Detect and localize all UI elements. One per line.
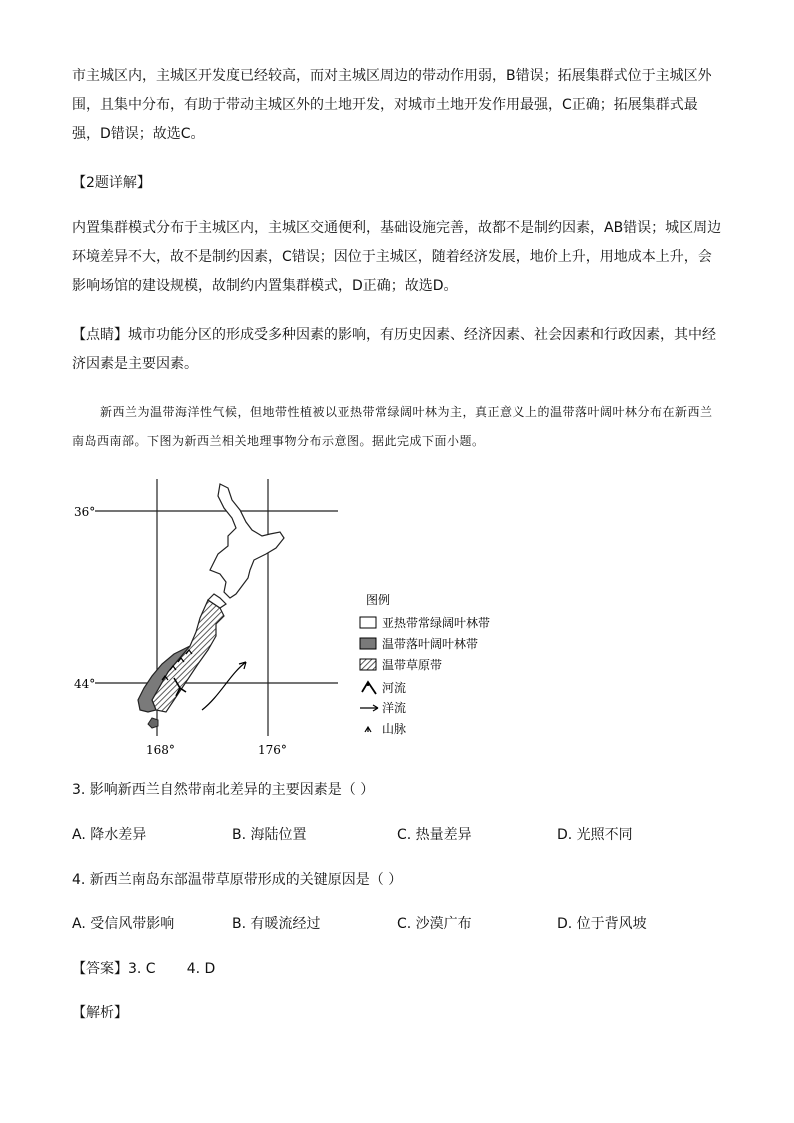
lon-label-176: 176°: [258, 743, 287, 757]
answer-line: [72, 955, 724, 984]
legend-item-current: 洋流: [382, 701, 407, 715]
legend-item-grassland: 温带草原带: [382, 658, 443, 672]
map-legend: [360, 592, 490, 736]
q3-option-a[interactable]: A. 降水差异: [72, 827, 147, 843]
q3-option-d[interactable]: D. 光照不同: [557, 827, 633, 843]
paragraph-2-explanation: 内置集群模式分布于主城区内，主城区交通便利，基础设施完善，故都不是制约因素，AB错误；城区周边环境差异不大，故不是制约因素，C错误；因位于主城区，随着经济发展，地价上升，用地成本上升，会影响场馆的建设规模，故制约内置集群模式，D正确；故选D。: [72, 220, 722, 294]
question-4-stem: 4. 新西兰南岛东部温带草原带形成的关键原因是（ ）: [72, 872, 403, 888]
lat-label-44: 44°: [74, 677, 96, 691]
legend-item-mountain: 山脉: [382, 722, 407, 736]
tip-paragraph: 【点睛】城市功能分区的形成受多种因素的影响，有历史因素、经济因素、社会因素和行政因素，其中经济因素是主要因素。: [72, 327, 716, 372]
new-zealand-map: [70, 474, 540, 764]
q3-option-b[interactable]: B. 海陆位置: [232, 827, 307, 843]
q4-option-a[interactable]: A. 受信风带影响: [72, 916, 175, 932]
legend-item-river: 河流: [382, 681, 407, 695]
legend-current-arrow-icon: [360, 705, 378, 711]
answer-text: 3. C 4. D: [128, 961, 216, 977]
q4-option-c[interactable]: C. 沙漠广布: [397, 916, 472, 932]
legend-item-deciduous: 温带落叶阔叶林带: [382, 637, 479, 651]
paragraph-1-explanation: 市主城区内，主城区开发度已经较高，而对主城区周边的带动作用弱，B错误；拓展集群式位于主城区外围，且集中分布，有助于带动主城区外的土地开发，对城市土地开发作用最强，C正确；拓展集群式最强，D错误；故选C。: [72, 68, 712, 142]
legend-title: 图例: [366, 593, 391, 607]
q4-option-b[interactable]: B. 有暖流经过: [232, 916, 321, 932]
legend-item-subtropical: 亚热带常绿阔叶林带: [382, 616, 491, 630]
question-3-stem: 3. 影响新西兰自然带南北差异的主要因素是（ ）: [72, 782, 375, 798]
legend-mountain-icon: [365, 727, 371, 732]
south-island-grassland: [152, 600, 224, 712]
lat-label-36: 36°: [74, 505, 96, 519]
question-4-options: [72, 910, 724, 939]
lon-label-168: 168°: [146, 743, 175, 757]
stewart-island: [148, 718, 158, 728]
answer-label: 【答案】: [72, 961, 128, 977]
analysis-heading: 【解析】: [72, 1005, 128, 1021]
q4-option-d[interactable]: D. 位于背风坡: [557, 916, 647, 932]
ocean-current-arrow: [202, 662, 246, 710]
north-island: [210, 484, 284, 598]
legend-river-icon: [362, 682, 376, 694]
question-intro: 新西兰为温带海洋性气候，但地带性植被以亚热带常绿阔叶林为主，真正意义上的温带落叶阔叶林分布在新西兰南岛西南部。下图为新西兰相关地理事物分布示意图。据此完成下面小题。: [72, 405, 713, 448]
section-2-heading: 【2题详解】: [72, 175, 151, 191]
q3-option-c[interactable]: C. 热量差异: [397, 827, 472, 843]
question-3-options: [72, 821, 724, 850]
